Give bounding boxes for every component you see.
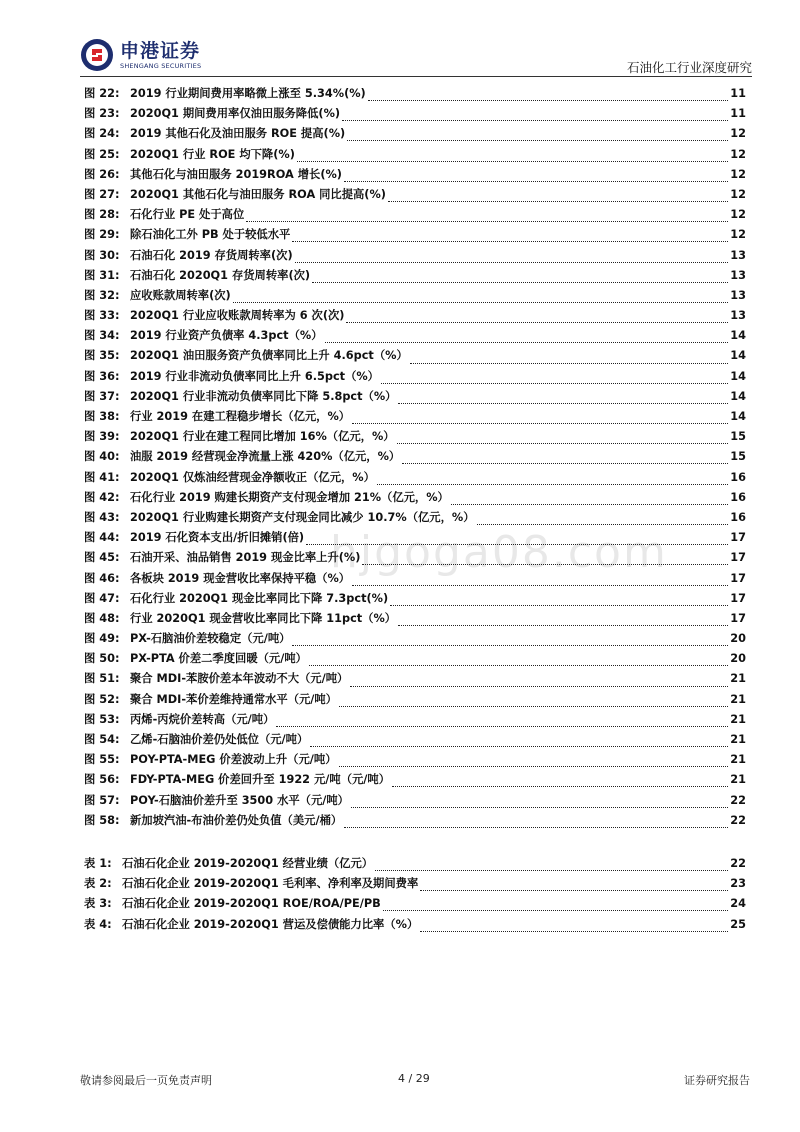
entry-label: 图 49: bbox=[84, 632, 120, 646]
dot-leader bbox=[344, 172, 728, 182]
figure-toc-entry[interactable] bbox=[84, 407, 746, 427]
entry-label: 图 30: bbox=[84, 248, 120, 262]
entry-label: 表 4: bbox=[84, 917, 112, 931]
entry-page-number: 14 bbox=[730, 389, 746, 403]
dot-leader bbox=[362, 555, 728, 565]
figure-toc-entry[interactable] bbox=[84, 569, 746, 589]
figure-toc-entry[interactable] bbox=[84, 124, 746, 144]
dot-leader bbox=[233, 293, 729, 303]
entry-caption: 油服 2019 经营现金净流量上涨 420%（亿元，%） bbox=[130, 450, 401, 464]
figure-toc-entry[interactable] bbox=[84, 447, 746, 467]
entry-label: 图 56: bbox=[84, 773, 120, 787]
entry-caption: 2020Q1 其他石化与油田服务 ROA 同比提高(%) bbox=[130, 187, 386, 201]
dot-leader bbox=[342, 111, 728, 121]
entry-caption: 2019 行业非流动负债率同比上升 6.5pct（%） bbox=[130, 369, 379, 383]
entry-caption: 应收账款周转率(次) bbox=[130, 288, 231, 302]
figure-toc-entry[interactable] bbox=[84, 246, 746, 266]
page-header bbox=[0, 0, 800, 90]
entry-page-number: 20 bbox=[730, 652, 746, 666]
entry-label: 图 52: bbox=[84, 692, 120, 706]
entry-page-number: 13 bbox=[730, 309, 746, 323]
entry-label: 表 2: bbox=[84, 877, 112, 891]
entry-caption: 石油开采、油品销售 2019 现金比率上升(%) bbox=[130, 551, 361, 565]
dot-leader bbox=[398, 394, 728, 404]
dot-leader bbox=[297, 152, 728, 162]
figure-toc-entry[interactable] bbox=[84, 367, 746, 387]
entry-label: 图 50: bbox=[84, 652, 120, 666]
entry-page-number: 14 bbox=[730, 369, 746, 383]
header-divider bbox=[80, 76, 752, 77]
dot-leader bbox=[347, 131, 728, 141]
entry-caption: 2020Q1 行业 ROE 均下降(%) bbox=[130, 147, 295, 161]
dot-leader bbox=[344, 818, 728, 828]
logo-chinese-name: 申港证券 bbox=[120, 39, 201, 62]
dot-leader bbox=[352, 414, 728, 424]
dot-leader bbox=[352, 576, 728, 586]
dot-leader bbox=[246, 212, 728, 222]
figure-toc-entry[interactable] bbox=[84, 346, 746, 366]
entry-page-number: 21 bbox=[730, 712, 746, 726]
entry-page-number: 14 bbox=[730, 329, 746, 343]
entry-caption: 2020Q1 油田服务资产负债率同比上升 4.6pct（%） bbox=[130, 349, 408, 363]
entry-caption: 石油石化 2020Q1 存货周转率(次) bbox=[130, 268, 311, 282]
entry-caption: 石化行业 2019 购建长期资产支付现金增加 21%（亿元，%） bbox=[130, 490, 449, 504]
entry-caption: 2019 石化资本支出/折旧摊销(倍) bbox=[130, 531, 305, 545]
entry-label: 图 26: bbox=[84, 167, 120, 181]
entry-page-number: 20 bbox=[730, 632, 746, 646]
entry-page-number: 13 bbox=[730, 248, 746, 262]
entry-page-number: 11 bbox=[730, 87, 746, 100]
entry-caption: 除石油化工外 PB 处于较低水平 bbox=[130, 228, 291, 242]
entry-caption: POY-石脑油价差升至 3500 水平（元/吨） bbox=[130, 793, 349, 807]
entry-page-number: 12 bbox=[730, 147, 746, 161]
entry-page-number: 17 bbox=[730, 531, 746, 545]
entry-page-number: 22 bbox=[730, 813, 746, 827]
table-toc-entry[interactable] bbox=[84, 874, 746, 894]
dot-leader bbox=[398, 616, 728, 626]
entry-label: 图 45: bbox=[84, 551, 120, 565]
figure-toc-entry[interactable] bbox=[84, 185, 746, 205]
entry-label: 图 33: bbox=[84, 309, 120, 323]
entry-page-number: 12 bbox=[730, 228, 746, 242]
dot-leader bbox=[350, 677, 728, 687]
entry-label: 图 58: bbox=[84, 813, 120, 827]
entry-caption: POY-PTA-MEG 价差波动上升（元/吨） bbox=[130, 753, 337, 767]
entry-page-number: 21 bbox=[730, 753, 746, 767]
figure-toc-entry[interactable] bbox=[84, 104, 746, 124]
dot-leader bbox=[420, 881, 728, 891]
entry-page-number: 21 bbox=[730, 692, 746, 706]
entry-page-number: 15 bbox=[730, 430, 746, 444]
dot-leader bbox=[292, 232, 728, 242]
entry-label: 图 31: bbox=[84, 268, 120, 282]
entry-page-number: 22 bbox=[730, 857, 746, 870]
dot-leader bbox=[377, 475, 728, 485]
dot-leader bbox=[477, 515, 729, 525]
entry-caption: FDY-PTA-MEG 价差回升至 1922 元/吨（元/吨） bbox=[130, 773, 391, 787]
entry-label: 图 24: bbox=[84, 127, 120, 141]
dot-leader bbox=[309, 656, 728, 666]
entry-caption: PX-石脑油价差较稳定（元/吨） bbox=[130, 632, 291, 646]
dot-leader bbox=[397, 434, 729, 444]
entry-caption: 新加坡汽油-布油价差仍处负值（美元/桶） bbox=[130, 813, 343, 827]
entry-label: 图 47: bbox=[84, 591, 120, 605]
dot-leader bbox=[339, 757, 729, 767]
entry-caption: 石化行业 PE 处于高位 bbox=[130, 208, 245, 222]
dot-leader bbox=[451, 495, 728, 505]
entry-label: 图 25: bbox=[84, 147, 120, 161]
figure-index-list bbox=[84, 84, 746, 831]
table-toc-entry[interactable] bbox=[84, 915, 746, 935]
entry-caption: 石油石化企业 2019-2020Q1 毛利率、净利率及期间费率 bbox=[122, 877, 419, 891]
entry-label: 图 23: bbox=[84, 107, 120, 121]
entry-caption: 2020Q1 仅炼油经营现金净额收正（亿元，%） bbox=[130, 470, 375, 484]
entry-page-number: 21 bbox=[730, 672, 746, 686]
entry-caption: 2019 其他石化及油田服务 ROE 提高(%) bbox=[130, 127, 346, 141]
figure-toc-entry[interactable] bbox=[84, 750, 746, 770]
entry-label: 图 48: bbox=[84, 611, 120, 625]
entry-caption: 2020Q1 行业非流动负债率同比下降 5.8pct（%） bbox=[130, 389, 397, 403]
dot-leader bbox=[420, 922, 728, 932]
entry-label: 图 51: bbox=[84, 672, 120, 686]
entry-label: 图 42: bbox=[84, 490, 120, 504]
figure-toc-entry[interactable] bbox=[84, 528, 746, 548]
entry-caption: 其他石化与油田服务 2019ROA 增长(%) bbox=[130, 167, 342, 181]
dot-leader bbox=[392, 777, 728, 787]
figure-toc-entry[interactable] bbox=[84, 266, 746, 286]
entry-page-number: 12 bbox=[730, 167, 746, 181]
entry-label: 图 54: bbox=[84, 733, 120, 746]
entry-page-number: 11 bbox=[730, 107, 746, 121]
figure-toc-entry[interactable] bbox=[84, 84, 746, 104]
entry-label: 图 43: bbox=[84, 510, 120, 524]
dot-leader bbox=[306, 535, 728, 545]
figure-toc-entry[interactable] bbox=[84, 205, 746, 225]
figure-toc-entry[interactable] bbox=[84, 791, 746, 811]
entry-label: 图 38: bbox=[84, 410, 120, 423]
entry-caption: 2020Q1 行业应收账款周转率为 6 次(次) bbox=[130, 309, 345, 323]
entry-label: 图 46: bbox=[84, 571, 120, 585]
report-type-label: 证券研究报告 bbox=[684, 1074, 750, 1087]
entry-caption: 石油石化企业 2019-2020Q1 ROE/ROA/PE/PB bbox=[122, 897, 381, 911]
dot-leader bbox=[312, 273, 728, 283]
entry-page-number: 16 bbox=[730, 510, 746, 524]
figure-toc-entry[interactable] bbox=[84, 690, 746, 710]
entry-caption: 2020Q1 行业购建长期资产支付现金同比减少 10.7%（亿元，%） bbox=[130, 510, 475, 524]
dot-leader bbox=[388, 192, 728, 202]
figure-toc-entry[interactable] bbox=[84, 225, 746, 245]
figure-toc-entry[interactable] bbox=[84, 589, 746, 609]
figure-toc-entry[interactable] bbox=[84, 488, 746, 508]
entry-caption: 丙烯-丙烷价差转高（元/吨） bbox=[130, 712, 275, 726]
entry-page-number: 24 bbox=[730, 897, 746, 911]
shengang-logo-icon bbox=[80, 38, 114, 72]
dot-leader bbox=[368, 91, 729, 101]
entry-page-number: 15 bbox=[730, 450, 746, 464]
entry-label: 图 53: bbox=[84, 712, 120, 726]
entry-page-number: 17 bbox=[730, 571, 746, 585]
dot-leader bbox=[346, 313, 728, 323]
entry-page-number: 16 bbox=[730, 470, 746, 484]
entry-label: 图 22: bbox=[84, 87, 120, 100]
entry-page-number: 14 bbox=[730, 349, 746, 363]
report-category-title: 石油化工行业深度研究 bbox=[626, 60, 752, 75]
entry-page-number: 23 bbox=[730, 877, 746, 891]
figure-toc-entry[interactable] bbox=[84, 669, 746, 689]
entry-label: 图 35: bbox=[84, 349, 120, 363]
entry-label: 图 28: bbox=[84, 208, 120, 222]
dot-leader bbox=[325, 333, 729, 343]
entry-label: 图 44: bbox=[84, 531, 120, 545]
entry-caption: 行业 2019 在建工程稳步增长（亿元，%） bbox=[130, 410, 351, 423]
entry-label: 图 37: bbox=[84, 389, 120, 403]
figure-toc-entry[interactable] bbox=[84, 730, 746, 750]
dot-leader bbox=[339, 697, 728, 707]
dot-leader bbox=[310, 737, 728, 747]
dot-leader bbox=[295, 253, 729, 263]
entry-label: 图 57: bbox=[84, 793, 120, 807]
entry-page-number: 21 bbox=[730, 773, 746, 787]
company-logo bbox=[80, 38, 201, 72]
entry-page-number: 17 bbox=[730, 611, 746, 625]
entry-label: 图 34: bbox=[84, 329, 120, 343]
entry-caption: 2019 行业期间费用率略微上涨至 5.34%(%) bbox=[130, 87, 366, 100]
entry-page-number: 25 bbox=[730, 917, 746, 931]
dot-leader bbox=[402, 454, 728, 464]
watermark: hjgoga08.com bbox=[330, 527, 668, 578]
entry-caption: 乙烯-石脑油价差仍处低位（元/吨） bbox=[130, 733, 309, 746]
disclaimer-note: 敬请参阅最后一页免责声明 bbox=[80, 1074, 212, 1087]
entry-page-number: 12 bbox=[730, 208, 746, 222]
entry-caption: 石化行业 2020Q1 现金比率同比下降 7.3pct(%) bbox=[130, 591, 389, 605]
entry-label: 图 39: bbox=[84, 430, 120, 444]
entry-label: 图 40: bbox=[84, 450, 120, 464]
entry-label: 表 1: bbox=[84, 857, 112, 870]
figure-toc-entry[interactable] bbox=[84, 468, 746, 488]
entry-page-number: 14 bbox=[730, 410, 746, 423]
entry-caption: 石油石化企业 2019-2020Q1 营运及偿债能力比率（%） bbox=[122, 917, 419, 931]
entry-caption: 2020Q1 行业在建工程同比增加 16%（亿元，%） bbox=[130, 430, 395, 444]
entry-label: 图 29: bbox=[84, 228, 120, 242]
table-toc-entry[interactable] bbox=[84, 894, 746, 914]
dot-leader bbox=[390, 596, 728, 606]
table-index-list bbox=[84, 854, 746, 935]
entry-page-number: 13 bbox=[730, 268, 746, 282]
entry-label: 图 32: bbox=[84, 288, 120, 302]
entry-caption: 2019 行业资产负债率 4.3pct（%） bbox=[130, 329, 323, 343]
figure-toc-entry[interactable] bbox=[84, 145, 746, 165]
dot-leader bbox=[383, 901, 729, 911]
figure-toc-entry[interactable] bbox=[84, 165, 746, 185]
entry-label: 图 27: bbox=[84, 187, 120, 201]
page-number: 4 / 29 bbox=[398, 1072, 430, 1085]
dot-leader bbox=[276, 717, 728, 727]
entry-label: 表 3: bbox=[84, 897, 112, 911]
entry-caption: 聚合 MDI-苯胺价差本年波动不大（元/吨） bbox=[130, 672, 349, 686]
entry-caption: PX-PTA 价差二季度回暖（元/吨） bbox=[130, 652, 307, 666]
figure-toc-entry[interactable] bbox=[84, 427, 746, 447]
figure-toc-entry[interactable] bbox=[84, 710, 746, 730]
dot-leader bbox=[351, 798, 728, 808]
figure-toc-entry[interactable] bbox=[84, 306, 746, 326]
entry-caption: 石油石化企业 2019-2020Q1 经营业绩（亿元） bbox=[122, 857, 374, 870]
entry-caption: 行业 2020Q1 现金营收比率同比下降 11pct（%） bbox=[130, 611, 397, 625]
entry-page-number: 12 bbox=[730, 187, 746, 201]
entry-label: 图 36: bbox=[84, 369, 120, 383]
figure-toc-entry[interactable] bbox=[84, 770, 746, 790]
figure-toc-entry[interactable] bbox=[84, 387, 746, 407]
figure-toc-entry[interactable] bbox=[84, 629, 746, 649]
entry-page-number: 16 bbox=[730, 490, 746, 504]
figure-toc-entry[interactable] bbox=[84, 609, 746, 629]
entry-label: 图 41: bbox=[84, 470, 120, 484]
figure-toc-entry[interactable] bbox=[84, 326, 746, 346]
logo-english-name: SHENGANG SECURITIES bbox=[120, 61, 202, 70]
entry-label: 图 55: bbox=[84, 753, 120, 767]
dot-leader bbox=[381, 374, 728, 384]
entry-caption: 2020Q1 期间费用率仅油田服务降低(%) bbox=[130, 107, 341, 121]
entry-page-number: 17 bbox=[730, 551, 746, 565]
entry-page-number: 21 bbox=[730, 733, 746, 746]
entry-page-number: 17 bbox=[730, 591, 746, 605]
entry-page-number: 13 bbox=[730, 288, 746, 302]
figure-toc-entry[interactable] bbox=[84, 649, 746, 669]
figure-toc-entry[interactable] bbox=[84, 811, 746, 831]
dot-leader bbox=[410, 354, 729, 364]
figure-toc-entry[interactable] bbox=[84, 548, 746, 568]
dot-leader bbox=[375, 861, 728, 871]
entry-caption: 各板块 2019 现金营收比率保持平稳（%） bbox=[130, 571, 351, 585]
table-toc-entry[interactable] bbox=[84, 854, 746, 874]
figure-toc-entry[interactable] bbox=[84, 508, 746, 528]
entry-caption: 石油石化 2019 存货周转率(次) bbox=[130, 248, 293, 262]
dot-leader bbox=[292, 636, 728, 646]
entry-page-number: 22 bbox=[730, 793, 746, 807]
entry-page-number: 12 bbox=[730, 127, 746, 141]
figure-toc-entry[interactable] bbox=[84, 286, 746, 306]
entry-caption: 聚合 MDI-苯价差维持通常水平（元/吨） bbox=[130, 692, 338, 706]
